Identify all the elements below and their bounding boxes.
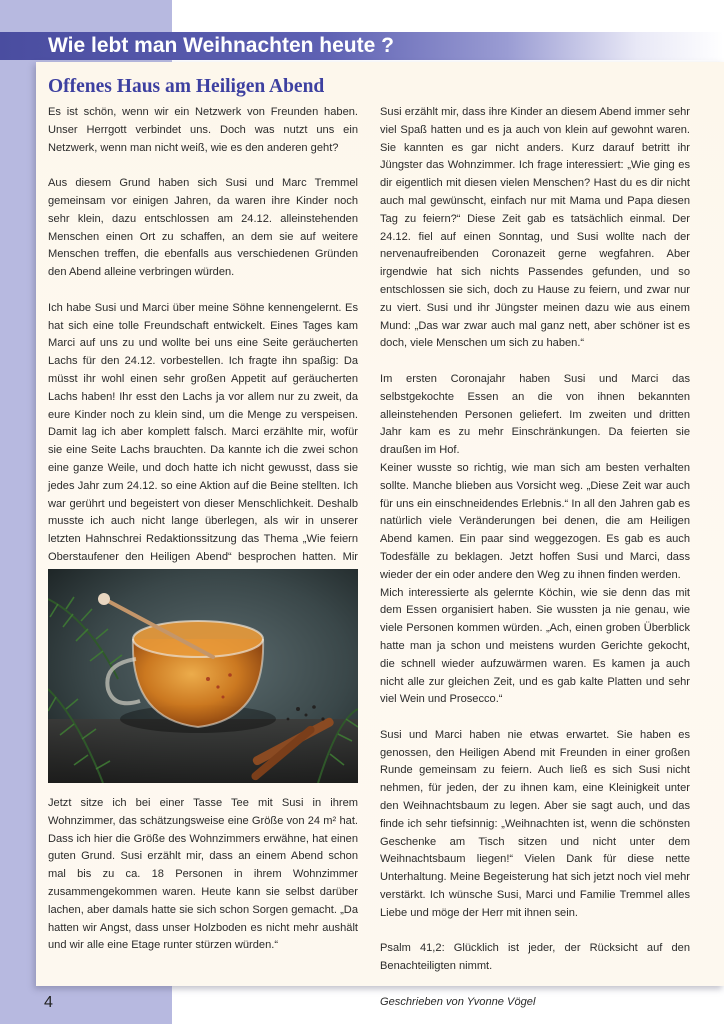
page-number: 4: [44, 994, 53, 1011]
left-column-bottom: [48, 795, 358, 955]
paragraph-children: Susi erzählt mir, dass ihre Kinder an diesem Abend immer sehr viel Spaß hatten und es ja auch von klein auf gewohnt waren. Sie kannten es gar nicht anders. Kurz darauf betritt ihr Jüngster das Wohnzimmer. Ich frage interessiert: „Wie ging es dir eigentlich mit diesen vielen Menschen? Hast du es dir nicht auch mal gewünscht, einfach nur mit Mama und Papa diesen Tag zu feiern?“ Diese Zeit gab es tatsächlich einmal. Der 24.12. fiel auf einen Sonntag, und Susi wollte nach der nervenaufreibenden Coronazeit gerne wegfahren. Aber irgendwie hat sich nichts Passendes gefunden, und so entschlossen sie sich, doch zu Hause zu feiern, und zwar nur zu viert. Susi und ihr Jüngster meinen dazu wie aus einem Mund: „Das war zwar auch mal ganz nett, aber schöner ist es doch, viele Menschen um sich zu haben.“: [380, 106, 690, 350]
paragraph-food: Mich interessierte als gelernte Köchin, wie sie denn das mit dem Essen organisiert haben. Sie wussten ja nie genau, wie viele Personen kommen würden. „Ach, einen groben Überblick hatte man ja schon und meistens wurden Gerichte gekocht, die schnell wieder aufzuwärmen waren. Es kamen ja auch nicht alle zur gleichen Zeit, und es gab kalte Platten und sehr viel Wein und Prosecco.“: [380, 586, 690, 706]
paragraph-psalm: Psalm 41,2: Glücklich ist jeder, der Rücksicht auf den Benachteiligten nimmt.: [380, 942, 690, 973]
paragraph-corona: Im ersten Coronajahr haben Susi und Marci das selbstgekochte Essen an die von ihnen bekannten alleinstehenden Personen geliefert. Im zweiten und dritten Jahr kam es zu mehr Einschränkungen. Da feierten sie draußen im Hof.: [380, 372, 690, 457]
tea-cup-illustration: [48, 569, 358, 783]
paragraph-friendship: Ich habe Susi und Marci über meine Söhne kennengelernt. Es hat sich eine tolle Freundschaft entwickelt. Eines Tages kam Marci auf uns zu und wollte bei uns eine Seite geräucherten Lachs für den 24.12. vorbestellen. Ich fragte ihn spaßig: Da müsst ihr wohl einen sehr großen Appetit auf geräucherten Lachs haben! Ihr esst den Lachs ja vor allem nur zu zweit, da eure Kinder noch zu klein sind, um die Menge zu verspeisen. Damit lag ich aber komplett falsch. Marci erzählte mir, wofür sie eine Seite Lachs brauchten. Da kannte ich die zwei schon eine ganze Weile, und doch hatte ich nicht gewusst, dass sie jedes Jahr zum 24.12. so eine Aktion auf die Beine stellten. Ich war gerührt und begeistert von dieser Menschlichkeit. Deshalb musste ich auch nicht lange überlegen, als wir in unserer letzten Hahnschrei Redaktionssitzung das Thema „Wie feiern Oberstaufener den Heiligen Abend“ besprochen hatten. Mir: [48, 301, 358, 563]
author-signature: Geschrieben von Yvonne Vögel: [380, 995, 536, 1008]
paragraph-background: Aus diesem Grund haben sich Susi und Marc Tremmel gemeinsam vor einigen Jahren, da waren ihre Kinder noch sehr klein, dazu entschlossen am 24.12. alleinstehenden Menschen einen Ort zu schaffen, an dem sie auf weitere Menschen treffen, die ebenfalls aus verschiedenen Gründen den Abend alleine verbringen würden.: [48, 177, 358, 279]
right-column: [380, 104, 690, 1012]
paragraph-intro: Es ist schön, wenn wir ein Netzwerk von Freunden haben. Unser Herrgott verbindet uns. Doch was nutzt uns ein Netzwerk, wenn man nicht weiß, wie es den anderen geht?: [48, 106, 358, 154]
article-headline: Offenes Haus am Heiligen Abend: [48, 76, 325, 97]
section-title: Wie lebt man Weihnachten heute ?: [48, 34, 394, 57]
paragraph-gratitude: Susi und Marci haben nie etwas erwartet. Sie haben es genossen, den Heiligen Abend mit Freunden in einer großen Runde gemeinsam zu feiern. Auch ließ es sich Susi nicht nehmen, für jeden, der zu ihnen kam, eine Kleinigkeit unter den Weihnachtsbaum zu legen. Aber sie sagt auch, und das finde ich sehr tiefsinnig: „Weihnachten ist, wenn die schönsten Geschenke am Tisch sitzen und nicht unter dem Weihnachtsbaum liegen!“ Vielen Dank für diese nette Unterhaltung. Meine Begeisterung hat sich jetzt noch viel mehr verstärkt. Ich wünsche Susi, Marci und Familie Tremmel alles Liebe und möge der Herr mit ihnen sein.: [380, 728, 690, 919]
paragraph-living-room: Jetzt sitze ich bei einer Tasse Tee mit Susi in ihrem Wohnzimmer, das schätzungsweise eine Größe von 24 m² hat. Dass ich hier die Größe des Wohnzimmers erwähne, hat einen guten Grund. Susi erzählt mir, dass an einem Abend schon mal bis zu ca. 18 Personen in ihrem Wohnzimmer zusammengekommen waren. Heute kann sie selbst darüber lachen, aber damals hatte sie sich schon Sorgen gemacht. „Da hatten wir Angst, dass unser Holzboden es nicht mehr aushält und wir alle eine Etage runter stürzen würden.“: [48, 797, 358, 952]
tea-cup-photo: [48, 569, 358, 783]
left-column: [48, 104, 358, 585]
paragraph-changes: Keiner wusste so richtig, wie man sich am besten verhalten sollte. Manche blieben aus Vorsicht weg. „Diese Zeit war auch für uns ein einschneidendes Erlebnis.“ In all den Jahren gab es natürlich viele Veränderungen bei denen, die am Heiligen Abend kamen. Ein paar sind weggezogen. Es gab es auch Todesfälle zu beklagen. Jetzt hoffen Susi und Marci, dass wieder der ein oder andere den Weg zu ihnen finden werden.: [380, 461, 690, 581]
